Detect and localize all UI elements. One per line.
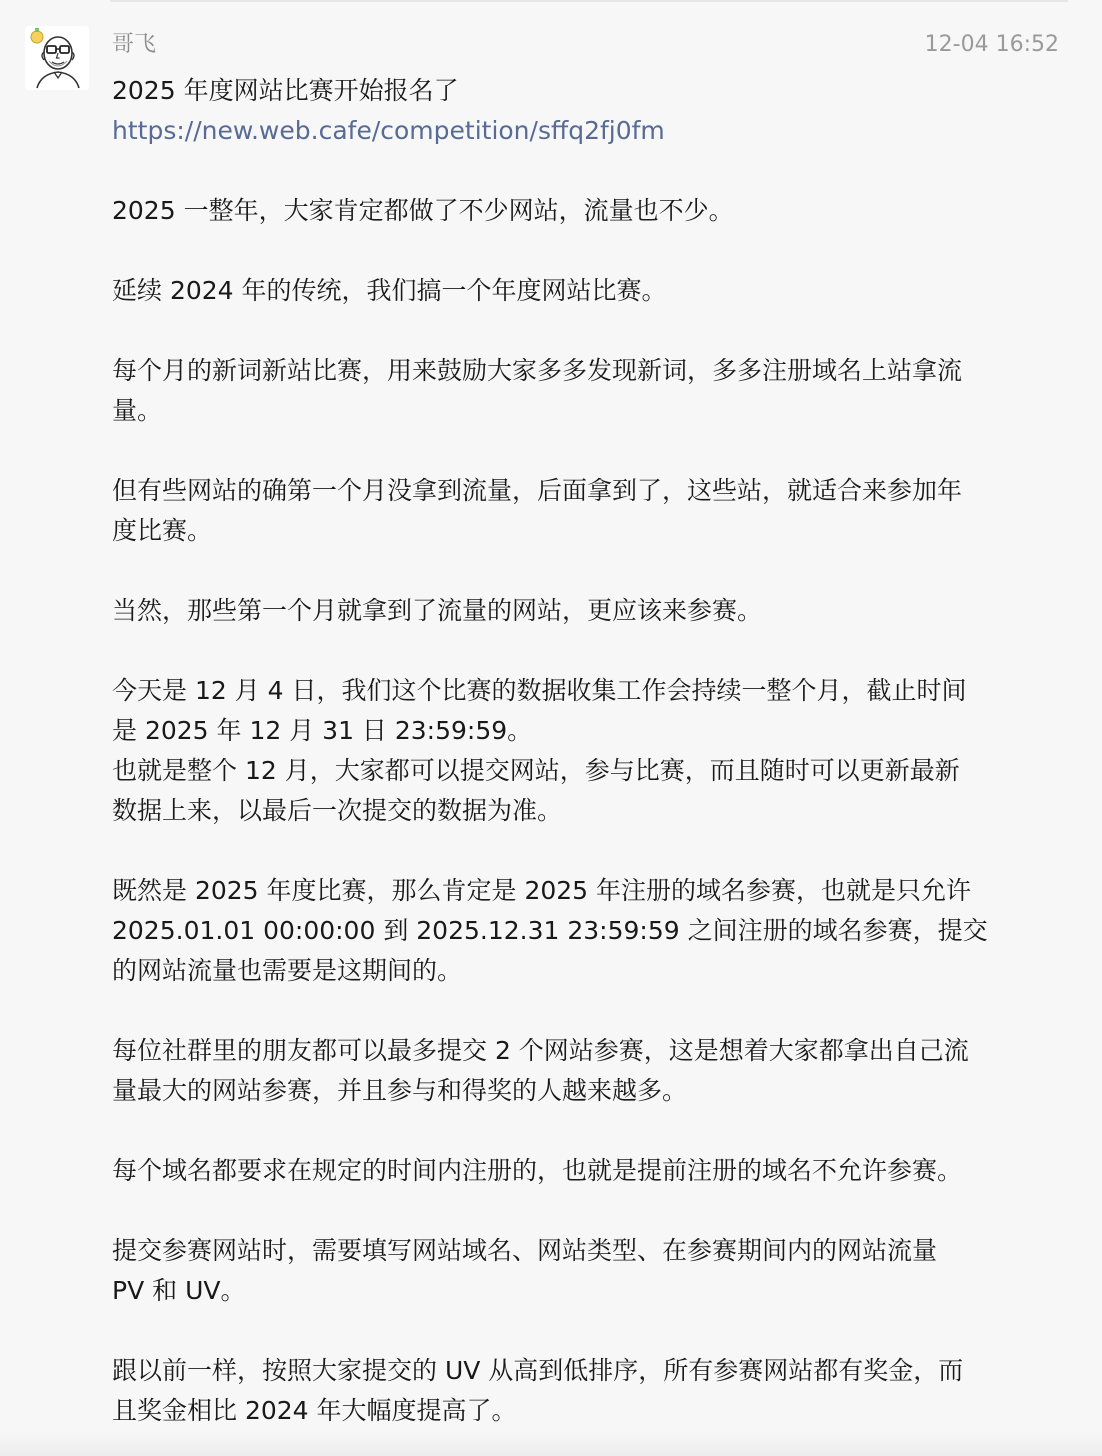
message-line: 当然，那些第一个月就拿到了流量的网站，更应该来参赛。 — [112, 596, 763, 625]
message-line: 且奖金相比 2024 年大幅度提高了。 — [112, 1396, 517, 1425]
sender-name[interactable]: 哥飞 — [112, 32, 157, 57]
message-line: 延续 2024 年的传统，我们搞一个年度网站比赛。 — [112, 276, 667, 305]
bottom-fade — [0, 1430, 1102, 1456]
message-line: 但有些网站的确第一个月没拿到流量，后面拿到了，这些站，就适合来参加年 — [112, 476, 963, 505]
message-link — [112, 111, 1070, 151]
message-line: 是 2025 年 12 月 31 日 23:59:59。 — [112, 716, 533, 745]
message-line: 度比赛。 — [112, 516, 213, 545]
message-line: 量最大的网站参赛，并且参与和得奖的人越来越多。 — [112, 1076, 688, 1105]
message-line: 跟以前一样，按照大家提交的 UV 从高到低排序，所有参赛网站都有奖金，而 — [112, 1356, 964, 1385]
bald-man-with-glasses-icon — [25, 26, 89, 90]
message-line: PV 和 UV。 — [112, 1276, 246, 1305]
competition-link[interactable]: https://new.web.cafe/competition/sffq2fj0fm — [112, 116, 665, 145]
top-divider — [110, 0, 1068, 2]
message-line: 量。 — [112, 396, 163, 425]
avatar[interactable] — [25, 26, 89, 90]
message-line: 2025.01.01 00:00:00 到 2025.12.31 23:59:59 之间注册的域名参赛，提交 — [112, 916, 988, 945]
message-line: 既然是 2025 年度比赛，那么肯定是 2025 年注册的域名参赛，也就是只允许 — [112, 876, 972, 905]
message-line: 每个月的新词新站比赛，用来鼓励大家多多发现新词，多多注册域名上站拿流 — [112, 356, 963, 385]
message-line: 每位社群里的朋友都可以最多提交 2 个网站参赛，这是想着大家都拿出自己流 — [112, 1036, 969, 1065]
message-line: 每个域名都要求在规定的时间内注册的，也就是提前注册的域名不允许参赛。 — [112, 1156, 963, 1185]
message-timestamp: 12-04 16:52 — [924, 32, 1059, 57]
message-body — [112, 71, 1070, 1431]
message-line: 2025 一整年，大家肯定都做了不少网站，流量也不少。 — [112, 196, 734, 225]
message-line: 数据上来，以最后一次提交的数据为准。 — [112, 796, 563, 825]
message-line: 提交参赛网站时，需要填写网站域名、网站类型、在参赛期间内的网站流量 — [112, 1236, 938, 1265]
message-line: 今天是 12 月 4 日，我们这个比赛的数据收集工作会持续一整个月，截止时间 — [112, 676, 967, 705]
message-line: 的网站流量也需要是这期间的。 — [112, 956, 463, 985]
message-line: 也就是整个 12 月，大家都可以提交网站，参与比赛，而且随时可以更新最新 — [112, 756, 960, 785]
message-line: 2025 年度网站比赛开始报名了 — [112, 76, 459, 105]
